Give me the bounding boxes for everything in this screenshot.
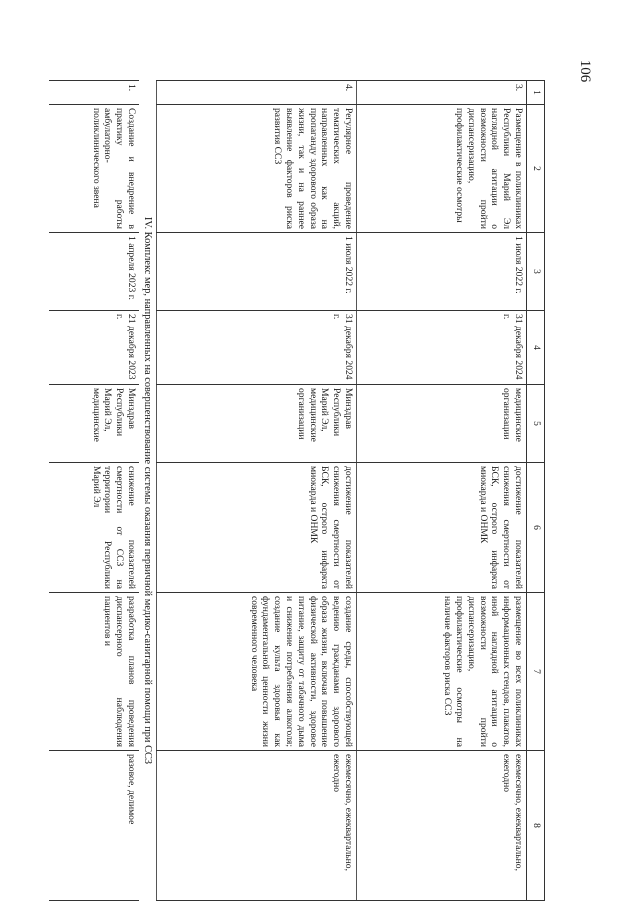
row-number: 1. — [49, 81, 139, 105]
table-row — [157, 81, 357, 901]
page-number: 106 — [577, 59, 593, 83]
activity-cell: Регулярное проведение тематических акций, направленных как на пропаганду здорового образа жизни, так и на раннее выявление факторов риска развития ССЗ — [157, 105, 357, 233]
start-date-cell: 1 июля 2022 г. — [157, 233, 357, 311]
measures-table — [49, 80, 545, 901]
indicator-cell: снижение показателей смертности от ССЗ на территории Республики Марий Эл — [49, 463, 139, 593]
activity-cell: Создание и внедрение в практику работы амбулаторно-поликлинического звена — [49, 105, 139, 233]
result-cell: размещение во всех поликлиниках информационных стендов, плакатов, иной наглядной агитации о возможности пройти диспансеризацию, профилактические осмотры на наличие факторов риска ССЗ — [357, 593, 527, 751]
rotated-table-area — [0, 80, 545, 900]
section-heading-row — [139, 81, 157, 901]
start-date-cell: 1 апреля 2023 г. — [49, 233, 139, 311]
header-cell: 7 — [527, 593, 545, 751]
header-cell: 2 — [527, 105, 545, 233]
header-cell: 8 — [527, 751, 545, 901]
end-date-cell: 31 декабря 2024 г. — [157, 311, 357, 385]
header-cell: 4 — [527, 311, 545, 385]
table-row — [49, 81, 139, 901]
row-number: 4. — [157, 81, 357, 105]
indicator-cell: достижение показателей снижения смертности от БСК, острого инфаркта миокарда и ОНМК — [157, 463, 357, 593]
frequency-cell: ежемесячно, ежеквартально, ежегодно — [357, 751, 527, 901]
responsible-cell: Минздрав Республики Марий Эл, медицинские — [49, 385, 139, 463]
table-row — [357, 81, 527, 901]
responsible-cell: Минздрав Республики Марий Эл, медицинские организации — [157, 385, 357, 463]
result-cell: создание среды, способствующей ведению гражданами здорового образа жизни, включая повышение физической активности, здоровое питание, защиту от табачного дыма и снижение потребления алкоголя; создание культа здоровья как фундаментальной ценности жизни современного человека — [157, 593, 357, 751]
frequency-cell: ежемесячно, ежеквартально, ежегодно — [157, 751, 357, 901]
result-cell: разработка планов проведения диспансерного наблюдения пациентов и — [49, 593, 139, 751]
header-cell: 3 — [527, 233, 545, 311]
table-header-row — [527, 81, 545, 901]
header-cell: 5 — [527, 385, 545, 463]
header-cell: 6 — [527, 463, 545, 593]
activity-cell: Размещение в поликлиниках Республики Марий Эл наглядной агитации о возможности пройти диспансеризацию, профилактические осмотры — [357, 105, 527, 233]
end-date-cell: 21 декабря 2023 г. — [49, 311, 139, 385]
start-date-cell: 1 июля 2022 г. — [357, 233, 527, 311]
indicator-cell: достижение показателей снижения смертности от БСК, острого инфаркта миокарда и ОНМК — [357, 463, 527, 593]
frequency-cell: разовое, делимое — [49, 751, 139, 901]
responsible-cell: медицинские организации — [357, 385, 527, 463]
section-title: IV. Комплекс мер, направленных на совершенствование системы оказания первичной медико-санитарной помощи при ССЗ — [139, 81, 157, 901]
header-cell: 1 — [527, 81, 545, 105]
row-number: 3. — [357, 81, 527, 105]
end-date-cell: 31 декабря 2024 г. — [357, 311, 527, 385]
